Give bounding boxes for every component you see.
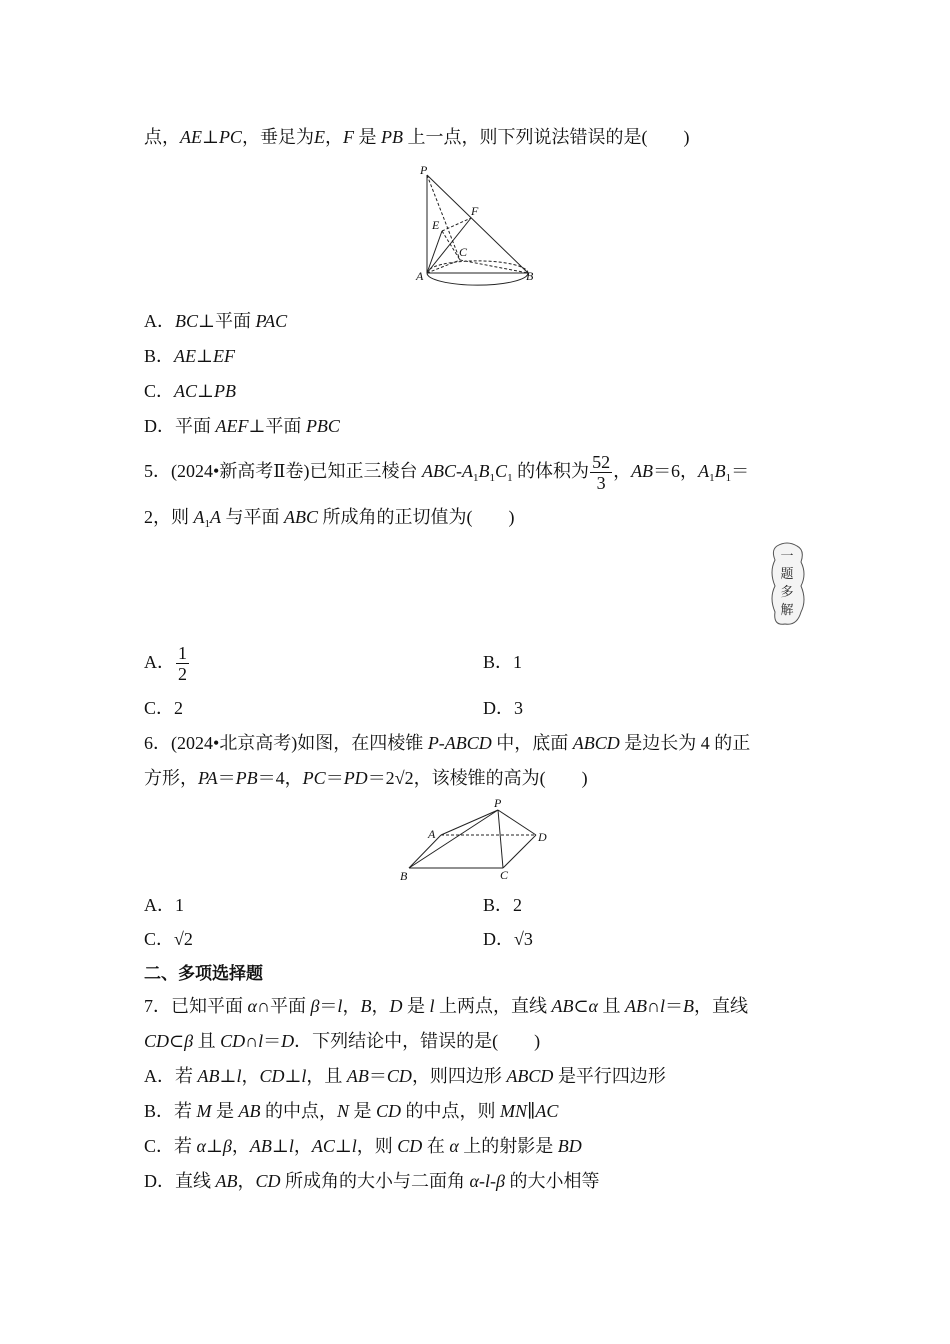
text-run: ，	[293, 1136, 312, 1156]
q6-stem-line2: 方形，PA＝PB＝4，PC＝PD＝2√2，该棱锥的高为( )	[144, 768, 588, 788]
q4-option-d[interactable]: D．平面 AEF⊥平面 PBC	[144, 416, 340, 436]
text-run: 且	[193, 1031, 221, 1051]
text-run: -	[478, 1171, 485, 1191]
text-run: ．下列结论中，错误的是( )	[294, 1031, 541, 1051]
text-run: ∩平面	[256, 996, 311, 1016]
text-run: ABCD	[506, 1066, 554, 1086]
text-run: CD	[259, 1066, 285, 1086]
q4-label-b: B	[526, 269, 534, 283]
text-run: D	[389, 996, 403, 1016]
q6-option-b[interactable]: B．2	[483, 895, 523, 915]
q5-option-c[interactable]: C．2	[144, 698, 184, 718]
q5-stem-line2: 2，则 $A_1A$ 与平面 ABC 所成角的正切值为( )	[144, 507, 515, 530]
text-run: ，且	[306, 1066, 347, 1086]
text-run: l	[429, 996, 435, 1016]
text-run: 上两点，直线	[434, 996, 552, 1016]
text-run: 是	[349, 1101, 377, 1121]
text-run: AB	[197, 1066, 220, 1086]
q6-figure	[395, 795, 555, 885]
q6-option-c[interactable]: C．√2	[144, 929, 193, 949]
text-run: l	[484, 1171, 490, 1191]
q4-option-c[interactable]: C．AC⊥PB	[144, 381, 236, 401]
text-run: ，	[342, 996, 361, 1016]
text-run: ＝	[665, 996, 684, 1016]
q7-option-d[interactable]	[144, 1169, 599, 1193]
text-run: MN	[500, 1101, 528, 1121]
text-run: CD	[255, 1171, 281, 1191]
text-run: l	[288, 1136, 294, 1156]
q6-option-a[interactable]: A．1	[144, 895, 184, 915]
text-run: D．直线	[144, 1171, 216, 1191]
text-run: M	[196, 1101, 212, 1121]
text-run: α	[196, 1136, 206, 1156]
text-run: AC	[311, 1136, 335, 1156]
text-run: AB	[346, 1066, 369, 1086]
text-run: 且	[598, 996, 625, 1016]
text-run: AB	[238, 1101, 261, 1121]
q6-label-a: A	[428, 827, 436, 841]
text-run: CD	[220, 1031, 246, 1051]
text-run: α	[469, 1171, 479, 1191]
text-run: ，	[237, 1171, 256, 1191]
text-run: AC	[535, 1101, 559, 1121]
q4-label-c: C	[459, 245, 468, 259]
text-run: ，	[231, 1136, 250, 1156]
q6-option-d[interactable]: D．√3	[483, 929, 533, 949]
text-run: -	[489, 1171, 496, 1191]
q7-option-a[interactable]	[144, 1064, 666, 1088]
text-run: B．若	[144, 1101, 197, 1121]
text-run: l	[337, 996, 343, 1016]
text-run: ⊥	[271, 1136, 289, 1156]
text-run: AB	[249, 1136, 272, 1156]
text-run: A．若	[144, 1066, 198, 1086]
text-run: l	[258, 1031, 264, 1051]
text-run: ⊂	[169, 1031, 185, 1051]
text-run: AB	[215, 1171, 238, 1191]
q6-label-d: D	[538, 830, 547, 844]
text-run: ∩	[647, 996, 660, 1016]
q7-option-b[interactable]	[144, 1099, 558, 1123]
q6-label-p: P	[494, 796, 502, 810]
q5-option-a[interactable]: A． $\frac{1}{2}$	[144, 643, 187, 685]
text-run: l	[660, 996, 666, 1016]
q4-stem: 点，AE⊥PC，垂足为E，F 是 PB 上一点，则下列说法错误的是( )	[144, 127, 690, 147]
text-run: 在	[422, 1136, 450, 1156]
text-run: BD	[557, 1136, 582, 1156]
q5-stem-line1: 5．(2024•新高考Ⅱ卷)已知正三棱台 ABC-$A_1B_1C_1$ 的体积为 $\frac{52}{3}$ ，AB＝6，$A_1B_1=$	[144, 452, 750, 494]
q4-label-p: P	[420, 163, 428, 177]
text-run: α	[449, 1136, 459, 1156]
text-run: ＝	[319, 996, 338, 1016]
text-run: β	[222, 1136, 232, 1156]
text-run: CD	[386, 1066, 412, 1086]
q4-figure	[408, 160, 548, 295]
text-run: β	[495, 1171, 505, 1191]
text-run: ，则	[356, 1136, 398, 1156]
text-run: 所成角的大小与二面角	[280, 1171, 470, 1191]
q6-stem-line1: 6．(2024•北京高考)如图，在四棱锥 P-ABCD 中，底面 ABCD 是边长为 4 的正	[144, 733, 751, 753]
multi-solution-badge-text: 一 题 多 解	[780, 549, 794, 618]
q4-option-a[interactable]: A．BC⊥平面 PAC	[144, 311, 288, 331]
text-run: AB	[551, 996, 574, 1016]
q5-volume-fraction: $\frac{52}{3}$	[592, 452, 611, 494]
text-run: 的大小相等	[504, 1171, 600, 1191]
text-run: 7．已知平面	[144, 996, 248, 1016]
q5-option-b[interactable]: B．1	[483, 652, 523, 672]
q4-label-a: A	[416, 269, 424, 283]
text-run: C．若	[144, 1136, 197, 1156]
text-run: D	[281, 1031, 295, 1051]
text-run: ＝	[263, 1031, 282, 1051]
text-run: CD	[397, 1136, 423, 1156]
text-run: α	[588, 996, 598, 1016]
q4-label-e: E	[432, 218, 440, 232]
section-heading-multiple-choice: 二、多项选择题	[144, 964, 263, 984]
q6-label-b: B	[400, 869, 408, 883]
text-run: B	[360, 996, 372, 1016]
text-run: 是	[211, 1101, 239, 1121]
text-run: β	[310, 996, 320, 1016]
text-run: ，	[241, 1066, 260, 1086]
q7-stem-line2	[144, 1029, 540, 1053]
text-run: ⊥	[205, 1136, 223, 1156]
text-run: ，则四边形	[411, 1066, 507, 1086]
text-run: α	[247, 996, 257, 1016]
text-run: ⊂	[573, 996, 589, 1016]
q4-label-f: F	[471, 204, 479, 218]
text-run: 的中点，则	[401, 1101, 501, 1121]
q6-label-c: C	[500, 868, 509, 882]
text-run: l	[351, 1136, 357, 1156]
text-run: B	[683, 996, 695, 1016]
text-run: ，	[371, 996, 390, 1016]
text-run: β	[184, 1031, 194, 1051]
text-run: ，直线	[694, 996, 749, 1016]
text-run: 的中点，	[260, 1101, 338, 1121]
text-run: ∩	[245, 1031, 259, 1051]
text-run: CD	[376, 1101, 402, 1121]
text-run: ⊥	[334, 1136, 352, 1156]
text-run: 上的射影是	[458, 1136, 558, 1156]
text-run: ＝	[368, 1066, 387, 1086]
text-run: 是平行四边形	[553, 1066, 666, 1086]
q5-option-d[interactable]: D．3	[483, 698, 523, 718]
q7-option-c[interactable]	[144, 1134, 582, 1158]
text-run: l	[301, 1066, 307, 1086]
q7-stem-line1	[144, 994, 748, 1018]
text-run: 是	[402, 996, 430, 1016]
text-run: ⊥	[219, 1066, 237, 1086]
text-run: ⊥	[284, 1066, 302, 1086]
text-run: AB	[625, 996, 647, 1016]
text-run: ∥	[527, 1101, 536, 1121]
text-run: CD	[144, 1031, 170, 1051]
text-run: N	[337, 1101, 350, 1121]
q4-option-b[interactable]: B．AE⊥EF	[144, 346, 235, 366]
text-run: l	[236, 1066, 242, 1086]
